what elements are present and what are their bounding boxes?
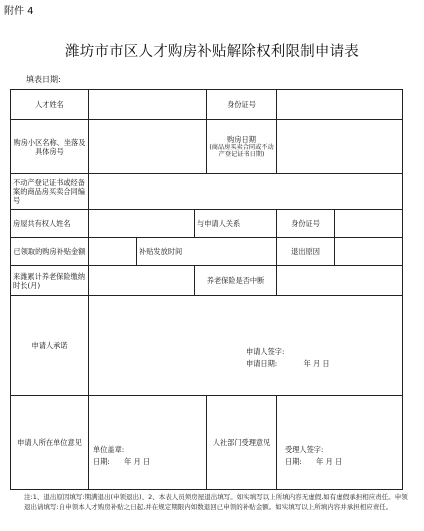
row-contract (11, 174, 403, 210)
co-owner-id-label: 身份证号 (277, 210, 335, 238)
row-subsidy (11, 238, 403, 266)
pension-interrupted-field[interactable] (277, 266, 403, 296)
form-title: 潍坊市市区人才购房补贴解除权利限制申请表 (65, 44, 359, 60)
pension-interrupted-label: 养老保险是否中断 (195, 266, 277, 296)
purchase-date-note: (商品房买卖合同或不动产登记证书日期) (209, 143, 274, 158)
applicant-sign-label: 申请人签字: (246, 347, 285, 356)
id-number-label: 身份证号 (207, 90, 277, 120)
hr-opinion-field[interactable] (277, 396, 403, 490)
pension-months-label: 来潍累计养老保险缴纳时长(月) (11, 266, 89, 296)
unit-opinion-field[interactable] (89, 396, 207, 490)
applicant-date-row (246, 358, 330, 370)
contract-number-field[interactable] (89, 174, 403, 210)
pension-months-field[interactable] (89, 266, 195, 296)
receiver-sign-block (285, 444, 342, 467)
unit-date-ymd: 年 月 日 (124, 456, 151, 466)
row-opinions (11, 396, 403, 490)
unit-date-label: 日期: (93, 456, 110, 466)
subsidy-received-field[interactable] (89, 238, 137, 266)
receiver-date-label: 日期: (285, 456, 302, 466)
refund-reason-label: 退出原因 (277, 238, 335, 266)
row-pension (11, 266, 403, 296)
refund-reason-field[interactable] (335, 238, 403, 266)
receiver-date-ymd: 年 月 日 (316, 456, 343, 466)
row-applicant (11, 90, 403, 120)
receiver-sign-label: 受理人签字: (285, 445, 324, 454)
applicant-date-ymd: 年 月 日 (303, 358, 330, 368)
applicant-date-label: 申请日期: (246, 358, 278, 368)
co-owner-id-field[interactable] (335, 210, 403, 238)
purchase-date-label (207, 120, 277, 174)
row-promise (11, 296, 403, 396)
receiver-date-row (285, 456, 342, 468)
applicant-name-field[interactable] (89, 90, 207, 120)
unit-seal-label: 单位盖章: (93, 445, 125, 454)
purchase-date-field[interactable] (277, 120, 403, 174)
application-form-table (10, 89, 403, 490)
applicant-promise-label: 申请人承诺 (11, 296, 89, 396)
fill-date-label: 填表日期: (26, 75, 61, 84)
co-owner-name-field[interactable] (89, 210, 195, 238)
relation-label: 与申请人关系 (195, 210, 277, 238)
applicant-promise-field[interactable] (89, 296, 403, 396)
purchase-date-title: 购房日期 (227, 134, 256, 144)
hr-opinion-label: 人社部门受理意见 (207, 396, 277, 490)
co-owner-name-label: 房屋共有权人姓名 (11, 210, 89, 238)
contract-number-label: 不动产登记证书或经备案的商品房买卖合同编号 (11, 174, 89, 210)
attachment-label: 附件 4 (4, 6, 34, 17)
applicant-signature-block (246, 346, 330, 369)
id-number-field[interactable] (277, 90, 403, 120)
row-co-owner (11, 210, 403, 238)
unit-opinion-label: 申请人所在单位意见 (11, 396, 89, 490)
subsidy-received-label: 已领取的购房补贴金额 (11, 238, 89, 266)
footnote: 注:1、退出原因填写:期满退出(申领退出)、2、本表人员须房屋退出填写。如实填写以上所填内容无虚假,如有虚假承担相应责任。申领退出请填写:自申领本人才购房补贴之日起,并在规定期限内如数退回已申领的补贴金额。如实填写以上所填内容并承担相应责任。 (24, 493, 408, 512)
unit-seal-block (93, 444, 150, 467)
row-property (11, 120, 403, 174)
property-address-field[interactable] (89, 120, 207, 174)
property-address-label: 购房小区名称、坐落及具体房号 (11, 120, 89, 174)
subsidy-time-label: 补贴发放时间 (137, 238, 277, 266)
unit-date-row (93, 456, 150, 468)
applicant-name-label: 人才姓名 (11, 90, 89, 120)
